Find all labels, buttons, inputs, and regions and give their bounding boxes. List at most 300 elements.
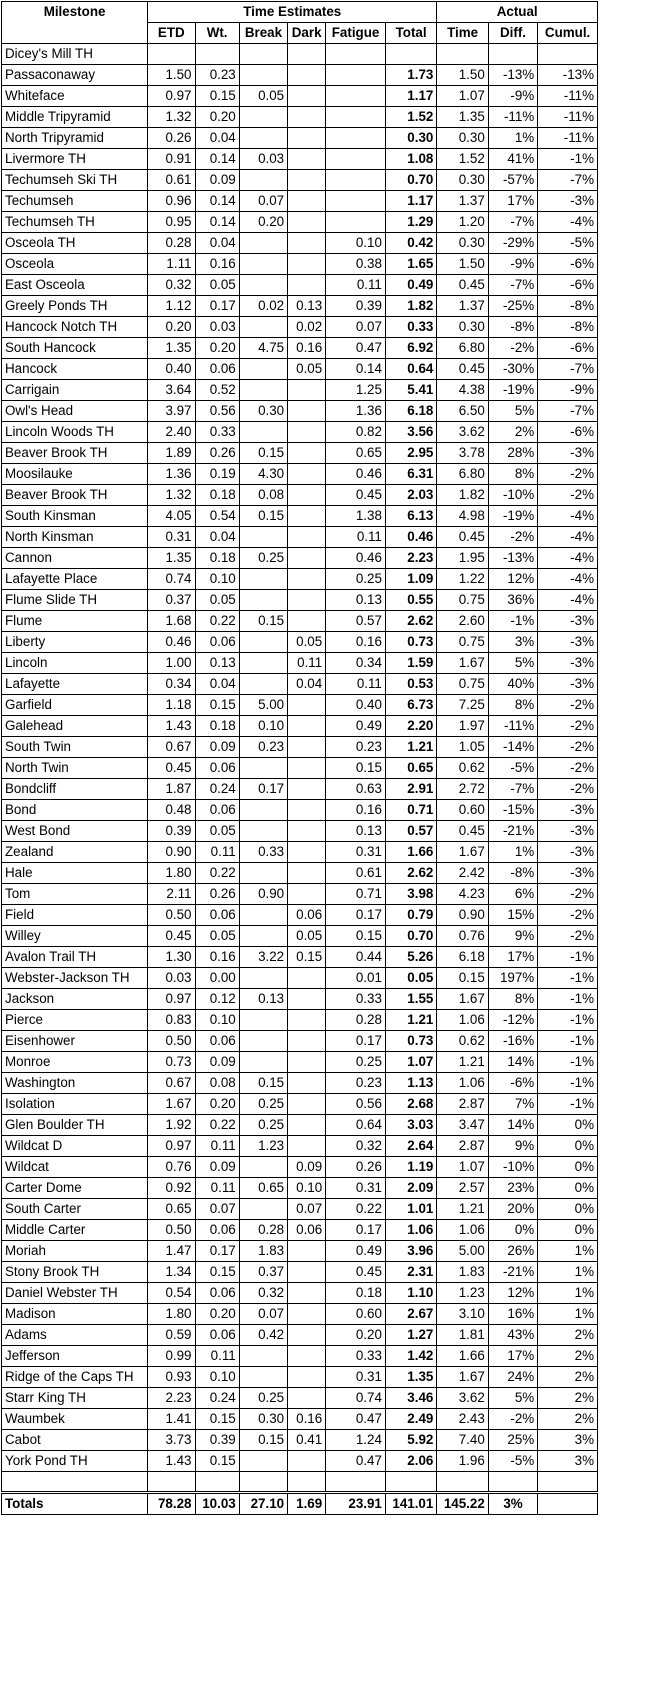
table-row (2, 1010, 598, 1031)
cell-dark (288, 170, 326, 191)
cell-wt: 0.04 (195, 128, 239, 149)
cell-dark (288, 968, 326, 989)
cell-milestone: Moosilauke (2, 464, 148, 485)
spacer-cell (385, 1472, 436, 1493)
cell-diff: 41% (488, 149, 537, 170)
cell-break: 0.33 (239, 842, 287, 863)
table-row (2, 1136, 598, 1157)
cell-cumul: -4% (538, 527, 598, 548)
cell-milestone: Cabot (2, 1430, 148, 1451)
cell-time: 1.07 (437, 86, 488, 107)
cell-milestone: Techumseh Ski TH (2, 170, 148, 191)
cell-total: 3.46 (385, 1388, 436, 1409)
cell-break (239, 1199, 287, 1220)
cell-cumul: 1% (538, 1304, 598, 1325)
cell-fatigue: 0.13 (326, 821, 386, 842)
cell-fatigue: 0.11 (326, 527, 386, 548)
cell-etd: 1.87 (148, 779, 195, 800)
spacer-cell (195, 1472, 239, 1493)
cell-wt: 0.15 (195, 1262, 239, 1283)
cell-fatigue: 0.57 (326, 611, 386, 632)
cell-wt: 0.18 (195, 548, 239, 569)
cell-fatigue: 0.22 (326, 1199, 386, 1220)
cell-total: 0.70 (385, 926, 436, 947)
cell-wt: 0.06 (195, 800, 239, 821)
cell-cumul: 1% (538, 1262, 598, 1283)
cell-dark (288, 1115, 326, 1136)
cell-cumul: -1% (538, 1010, 598, 1031)
cell-time: 0.90 (437, 905, 488, 926)
cell-milestone: Techumseh TH (2, 212, 148, 233)
cell-cumul: -3% (538, 191, 598, 212)
cell-diff: 197% (488, 968, 537, 989)
total-time: 145.22 (437, 1492, 488, 1514)
cell-time: 2.87 (437, 1136, 488, 1157)
cell-diff: -8% (488, 317, 537, 338)
cell-fatigue: 0.61 (326, 863, 386, 884)
cell-etd: 0.99 (148, 1346, 195, 1367)
cell-milestone: Middle Tripyramid (2, 107, 148, 128)
cell-etd: 0.31 (148, 527, 195, 548)
cell-dark (288, 149, 326, 170)
cell-fatigue: 0.44 (326, 947, 386, 968)
cell-cumul: -6% (538, 254, 598, 275)
cell-wt: 0.26 (195, 443, 239, 464)
cell-time: 3.47 (437, 1115, 488, 1136)
cell-cumul: 1% (538, 1241, 598, 1262)
cell-fatigue: 0.20 (326, 1325, 386, 1346)
cell-milestone: Passaconaway (2, 65, 148, 86)
cell-etd: 4.05 (148, 506, 195, 527)
cell-etd: 0.50 (148, 1220, 195, 1241)
cell-break: 4.30 (239, 464, 287, 485)
cell-total: 3.03 (385, 1115, 436, 1136)
cell-dark (288, 65, 326, 86)
cell-etd: 0.26 (148, 128, 195, 149)
cell-break (239, 926, 287, 947)
cell-cumul: -1% (538, 1031, 598, 1052)
cell-break (239, 632, 287, 653)
cell-cumul: -2% (538, 485, 598, 506)
cell-etd: 0.03 (148, 968, 195, 989)
cell-break (239, 422, 287, 443)
cell-dark: 0.04 (288, 674, 326, 695)
header-milestone-blank (2, 23, 148, 44)
cell-time: 0.15 (437, 968, 488, 989)
cell-break (239, 1157, 287, 1178)
cell-etd: 2.23 (148, 1388, 195, 1409)
cell-fatigue: 0.13 (326, 590, 386, 611)
cell-fatigue: 0.16 (326, 632, 386, 653)
cell-fatigue: 0.10 (326, 233, 386, 254)
cell-break: 0.10 (239, 716, 287, 737)
cell-fatigue: 0.17 (326, 905, 386, 926)
cell-diff: 40% (488, 674, 537, 695)
cell-time: 1.67 (437, 842, 488, 863)
cell-wt: 0.06 (195, 758, 239, 779)
cell-total: 3.96 (385, 1241, 436, 1262)
table-row (2, 1052, 598, 1073)
cell-milestone: Monroe (2, 1052, 148, 1073)
cell-total: 1.13 (385, 1073, 436, 1094)
cell-wt: 0.06 (195, 1325, 239, 1346)
cell-cumul: -2% (538, 884, 598, 905)
cell-diff: -16% (488, 1031, 537, 1052)
cell-etd: 1.34 (148, 1262, 195, 1283)
cell-milestone: Madison (2, 1304, 148, 1325)
cell-milestone: Washington (2, 1073, 148, 1094)
cell-total (385, 44, 436, 65)
cell-time: 0.45 (437, 275, 488, 296)
cell-cumul: -2% (538, 779, 598, 800)
cell-time: 0.45 (437, 527, 488, 548)
table-row (2, 275, 598, 296)
cell-cumul: -4% (538, 548, 598, 569)
cell-dark (288, 548, 326, 569)
table-row (2, 695, 598, 716)
cell-milestone: Isolation (2, 1094, 148, 1115)
cell-time: 3.10 (437, 1304, 488, 1325)
cell-wt: 0.24 (195, 1388, 239, 1409)
cell-fatigue: 0.16 (326, 800, 386, 821)
cell-break: 0.25 (239, 548, 287, 569)
total-dark: 1.69 (288, 1492, 326, 1514)
cell-fatigue: 0.45 (326, 485, 386, 506)
cell-milestone: Whiteface (2, 86, 148, 107)
cell-etd: 0.61 (148, 170, 195, 191)
cell-cumul: 2% (538, 1325, 598, 1346)
cell-total: 2.64 (385, 1136, 436, 1157)
cell-total: 0.30 (385, 128, 436, 149)
cell-etd: 0.48 (148, 800, 195, 821)
cell-etd: 0.37 (148, 590, 195, 611)
cell-break: 0.30 (239, 401, 287, 422)
table-row (2, 1115, 598, 1136)
cell-cumul: -1% (538, 1073, 598, 1094)
cell-fatigue: 0.47 (326, 1451, 386, 1472)
cell-total: 0.42 (385, 233, 436, 254)
cell-total: 6.13 (385, 506, 436, 527)
cell-total: 1.27 (385, 1325, 436, 1346)
cell-fatigue: 0.33 (326, 1346, 386, 1367)
cell-wt: 0.19 (195, 464, 239, 485)
cell-break (239, 317, 287, 338)
header-actual: Actual (437, 2, 598, 23)
cell-time: 7.40 (437, 1430, 488, 1451)
cell-time: 1.06 (437, 1220, 488, 1241)
cell-fatigue: 0.49 (326, 1241, 386, 1262)
cell-etd: 0.91 (148, 149, 195, 170)
cell-total: 1.08 (385, 149, 436, 170)
spacer-cell (488, 1472, 537, 1493)
cell-etd: 1.00 (148, 653, 195, 674)
cell-diff: 8% (488, 695, 537, 716)
cell-total: 2.68 (385, 1094, 436, 1115)
table-row (2, 485, 598, 506)
cell-total: 1.66 (385, 842, 436, 863)
cell-milestone: Wildcat (2, 1157, 148, 1178)
cell-diff: 8% (488, 464, 537, 485)
cell-wt: 0.18 (195, 485, 239, 506)
cell-time: 1.97 (437, 716, 488, 737)
table-row (2, 1220, 598, 1241)
cell-milestone: Techumseh (2, 191, 148, 212)
cell-total: 0.55 (385, 590, 436, 611)
cell-total: 2.23 (385, 548, 436, 569)
cell-time: 4.98 (437, 506, 488, 527)
cell-dark: 0.16 (288, 1409, 326, 1430)
table-row (2, 296, 598, 317)
cell-wt: 0.10 (195, 1010, 239, 1031)
cell-wt: 0.22 (195, 863, 239, 884)
cell-time: 1.50 (437, 254, 488, 275)
cell-fatigue: 0.47 (326, 338, 386, 359)
spacer-cell (2, 1472, 148, 1493)
cell-dark: 0.07 (288, 1199, 326, 1220)
cell-cumul: 2% (538, 1367, 598, 1388)
cell-break (239, 128, 287, 149)
cell-dark (288, 1262, 326, 1283)
cell-wt: 0.26 (195, 884, 239, 905)
cell-etd: 0.90 (148, 842, 195, 863)
table-row (2, 44, 598, 65)
spacer-cell (326, 1472, 386, 1493)
table-row (2, 590, 598, 611)
milestone-time-table (1, 1, 598, 1515)
cell-total: 5.41 (385, 380, 436, 401)
cell-diff: -10% (488, 1157, 537, 1178)
cell-fatigue: 0.64 (326, 1115, 386, 1136)
cell-milestone: Zealand (2, 842, 148, 863)
table-row (2, 128, 598, 149)
cell-break: 0.13 (239, 989, 287, 1010)
cell-break: 0.28 (239, 1220, 287, 1241)
cell-total: 1.19 (385, 1157, 436, 1178)
table-row (2, 1451, 598, 1472)
table-row (2, 422, 598, 443)
cell-total: 1.82 (385, 296, 436, 317)
cell-dark (288, 401, 326, 422)
cell-dark: 0.02 (288, 317, 326, 338)
cell-etd (148, 44, 195, 65)
total-diff: 3% (488, 1492, 537, 1514)
cell-time: 1.82 (437, 485, 488, 506)
table-row (2, 443, 598, 464)
cell-break: 4.75 (239, 338, 287, 359)
cell-fatigue: 0.46 (326, 548, 386, 569)
cell-time: 6.80 (437, 338, 488, 359)
cell-break: 0.02 (239, 296, 287, 317)
cell-cumul: -3% (538, 863, 598, 884)
cell-break (239, 170, 287, 191)
cell-cumul: -8% (538, 317, 598, 338)
cell-cumul: -11% (538, 86, 598, 107)
cell-etd: 1.68 (148, 611, 195, 632)
cell-cumul: -4% (538, 212, 598, 233)
cell-dark (288, 107, 326, 128)
header-cumul: Cumul. (538, 23, 598, 44)
cell-time: 6.18 (437, 947, 488, 968)
cell-wt: 0.09 (195, 737, 239, 758)
cell-cumul: -1% (538, 1052, 598, 1073)
cell-fatigue: 1.36 (326, 401, 386, 422)
cell-fatigue: 0.34 (326, 653, 386, 674)
cell-milestone: Lafayette (2, 674, 148, 695)
cell-break: 1.23 (239, 1136, 287, 1157)
cell-wt: 0.12 (195, 989, 239, 1010)
cell-wt: 0.22 (195, 1115, 239, 1136)
cell-wt: 0.13 (195, 653, 239, 674)
table-row (2, 884, 598, 905)
cell-wt: 0.54 (195, 506, 239, 527)
cell-time: 4.23 (437, 884, 488, 905)
cell-wt: 0.04 (195, 674, 239, 695)
cell-fatigue: 0.60 (326, 1304, 386, 1325)
cell-milestone: South Hancock (2, 338, 148, 359)
cell-time: 1.83 (437, 1262, 488, 1283)
cell-break: 0.37 (239, 1262, 287, 1283)
cell-dark (288, 842, 326, 863)
cell-break: 0.05 (239, 86, 287, 107)
cell-dark (288, 611, 326, 632)
cell-diff: 8% (488, 989, 537, 1010)
cell-break: 0.32 (239, 1283, 287, 1304)
cell-milestone: Hancock Notch TH (2, 317, 148, 338)
cell-dark (288, 380, 326, 401)
totals-row (2, 1492, 598, 1514)
header-dark: Dark (288, 23, 326, 44)
cell-milestone: Ridge of the Caps TH (2, 1367, 148, 1388)
cell-fatigue: 0.07 (326, 317, 386, 338)
cell-fatigue: 0.82 (326, 422, 386, 443)
total-milestone: Totals (2, 1492, 148, 1514)
cell-dark (288, 44, 326, 65)
cell-time: 1.06 (437, 1010, 488, 1031)
cell-diff: 9% (488, 926, 537, 947)
cell-etd: 0.50 (148, 1031, 195, 1052)
cell-fatigue: 0.31 (326, 1178, 386, 1199)
cell-fatigue: 0.17 (326, 1220, 386, 1241)
cell-diff: -11% (488, 716, 537, 737)
cell-cumul: 1% (538, 1283, 598, 1304)
cell-cumul: 2% (538, 1388, 598, 1409)
cell-cumul: -5% (538, 233, 598, 254)
cell-break (239, 1010, 287, 1031)
cell-fatigue: 0.63 (326, 779, 386, 800)
cell-cumul: -1% (538, 947, 598, 968)
table-row (2, 1073, 598, 1094)
cell-etd: 0.39 (148, 821, 195, 842)
cell-milestone: Osceola TH (2, 233, 148, 254)
table-row (2, 1304, 598, 1325)
cell-dark (288, 422, 326, 443)
cell-dark (288, 1283, 326, 1304)
table-row (2, 506, 598, 527)
table-row (2, 674, 598, 695)
cell-cumul: -3% (538, 800, 598, 821)
spacer-row (2, 1472, 598, 1493)
cell-dark (288, 1346, 326, 1367)
cell-diff: -13% (488, 548, 537, 569)
cell-time: 1.21 (437, 1199, 488, 1220)
cell-time: 1.05 (437, 737, 488, 758)
cell-wt: 0.11 (195, 1136, 239, 1157)
cell-diff: 43% (488, 1325, 537, 1346)
cell-etd: 1.89 (148, 443, 195, 464)
cell-time: 3.62 (437, 422, 488, 443)
table-row (2, 716, 598, 737)
cell-diff: 26% (488, 1241, 537, 1262)
cell-etd: 1.50 (148, 65, 195, 86)
cell-etd: 2.40 (148, 422, 195, 443)
cell-time: 1.37 (437, 296, 488, 317)
table-row (2, 653, 598, 674)
cell-time: 3.62 (437, 1388, 488, 1409)
cell-break: 0.08 (239, 485, 287, 506)
cell-fatigue: 0.28 (326, 1010, 386, 1031)
cell-time: 1.37 (437, 191, 488, 212)
cell-milestone: Owl's Head (2, 401, 148, 422)
cell-cumul: -3% (538, 443, 598, 464)
cell-wt: 0.16 (195, 254, 239, 275)
cell-dark: 0.16 (288, 338, 326, 359)
cell-dark (288, 212, 326, 233)
cell-total: 0.57 (385, 821, 436, 842)
cell-diff: -1% (488, 611, 537, 632)
cell-total: 3.98 (385, 884, 436, 905)
cell-diff: -9% (488, 254, 537, 275)
cell-diff: -14% (488, 737, 537, 758)
cell-diff: -7% (488, 779, 537, 800)
cell-diff: -2% (488, 338, 537, 359)
cell-dark (288, 191, 326, 212)
cell-time: 0.45 (437, 821, 488, 842)
cell-time: 1.06 (437, 1073, 488, 1094)
cell-milestone: Daniel Webster TH (2, 1283, 148, 1304)
cell-wt: 0.18 (195, 716, 239, 737)
cell-time: 2.42 (437, 863, 488, 884)
table-row (2, 527, 598, 548)
cell-time: 0.75 (437, 632, 488, 653)
table-row (2, 611, 598, 632)
cell-fatigue: 0.31 (326, 842, 386, 863)
cell-dark (288, 254, 326, 275)
spacer-cell (538, 1472, 598, 1493)
cell-fatigue (326, 44, 386, 65)
cell-diff: 17% (488, 191, 537, 212)
cell-diff: -6% (488, 1073, 537, 1094)
cell-break: 3.22 (239, 947, 287, 968)
header-fatigue: Fatigue (326, 23, 386, 44)
cell-total: 3.56 (385, 422, 436, 443)
cell-dark: 0.09 (288, 1157, 326, 1178)
cell-cumul: -3% (538, 842, 598, 863)
cell-break (239, 905, 287, 926)
cell-total: 1.21 (385, 1010, 436, 1031)
cell-cumul: -1% (538, 149, 598, 170)
cell-etd: 1.35 (148, 338, 195, 359)
cell-etd: 0.40 (148, 359, 195, 380)
cell-total: 0.73 (385, 632, 436, 653)
cell-etd: 0.45 (148, 758, 195, 779)
cell-time: 4.38 (437, 380, 488, 401)
cell-time: 1.95 (437, 548, 488, 569)
cell-break (239, 65, 287, 86)
cell-diff (488, 44, 537, 65)
cell-diff: 24% (488, 1367, 537, 1388)
cell-wt: 0.07 (195, 1199, 239, 1220)
cell-total: 1.06 (385, 1220, 436, 1241)
